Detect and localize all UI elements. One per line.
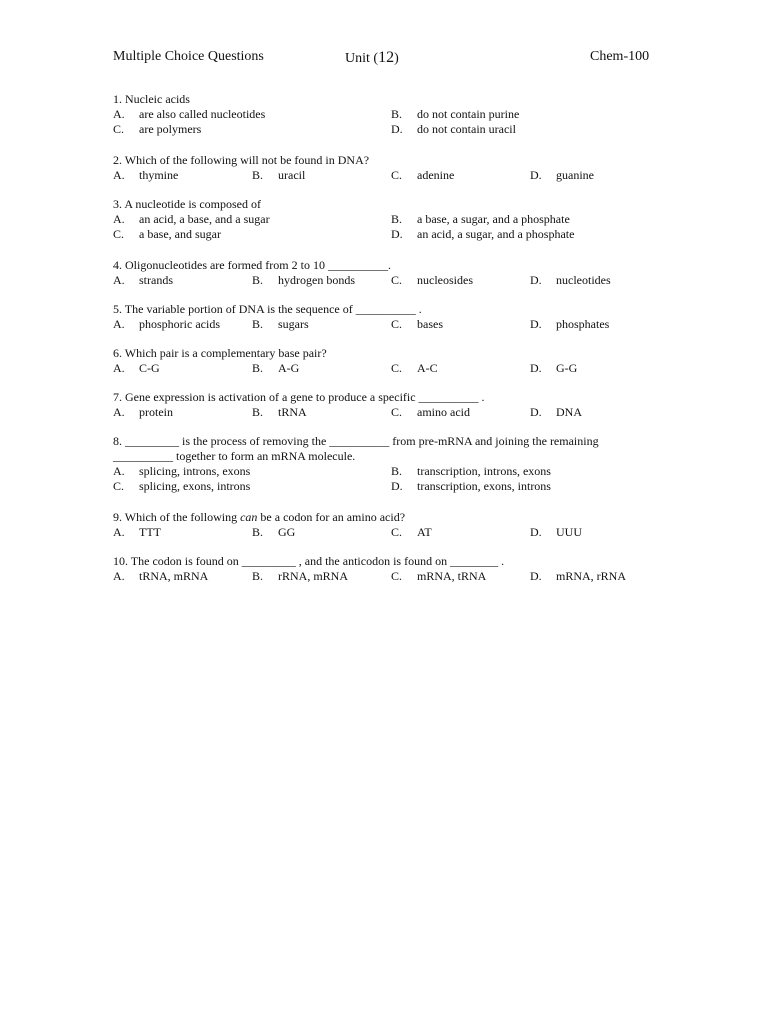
- option-text: amino acid: [417, 405, 470, 419]
- option-text: splicing, exons, introns: [139, 479, 251, 493]
- option-letter: A.: [113, 317, 125, 331]
- option-letter: C.: [391, 361, 403, 375]
- option-letter: C.: [391, 405, 403, 419]
- option-letter: A.: [113, 464, 125, 478]
- option-d[interactable]: [530, 405, 582, 420]
- option-letter: D.: [530, 168, 542, 182]
- option-b[interactable]: [252, 569, 348, 584]
- question-stem: 4. Oligonucleotides are formed from 2 to 10 __________.: [113, 258, 391, 272]
- option-text: rRNA, mRNA: [278, 569, 349, 583]
- question-stem-continued: __________ together to form an mRNA molecule.: [113, 449, 356, 463]
- option-letter: C.: [391, 273, 403, 287]
- option-a[interactable]: [113, 361, 160, 376]
- option-b[interactable]: [391, 212, 570, 227]
- unit-number: 12: [378, 49, 395, 66]
- option-letter: D.: [530, 405, 542, 419]
- option-letter: B.: [252, 168, 264, 182]
- option-text: phosphates: [556, 317, 610, 331]
- option-a[interactable]: [113, 273, 173, 288]
- option-text: are polymers: [139, 122, 202, 136]
- option-b[interactable]: [252, 361, 299, 376]
- option-text: tRNA, mRNA: [139, 569, 209, 583]
- option-letter: A.: [113, 168, 125, 182]
- option-a[interactable]: [113, 317, 220, 332]
- option-letter: C.: [113, 479, 125, 493]
- option-text: transcription, introns, exons: [417, 464, 551, 478]
- option-letter: B.: [391, 107, 403, 121]
- option-text: an acid, a sugar, and a phosphate: [417, 227, 575, 241]
- option-text: nucleosides: [417, 273, 473, 287]
- option-text: A-G: [278, 361, 300, 375]
- question-stem: 5. The variable portion of DNA is the sequence of __________ .: [113, 302, 422, 316]
- option-c[interactable]: [391, 569, 486, 584]
- option-c[interactable]: [391, 273, 473, 288]
- option-letter: A.: [113, 405, 125, 419]
- option-text: do not contain purine: [417, 107, 520, 121]
- option-letter: B.: [252, 317, 264, 331]
- option-c[interactable]: [113, 227, 221, 242]
- option-letter: A.: [113, 212, 125, 226]
- question-list: [113, 92, 673, 598]
- option-letter: D.: [530, 525, 542, 539]
- option-d[interactable]: [530, 569, 626, 584]
- options-row: [113, 361, 673, 376]
- question-4: [113, 258, 673, 288]
- option-text: phosphoric acids: [139, 317, 220, 331]
- option-letter: B.: [391, 464, 403, 478]
- option-c[interactable]: [391, 405, 470, 420]
- question-stem: 1. Nucleic acids: [113, 92, 190, 106]
- question-stem: 6. Which pair is a complementary base pair?: [113, 346, 327, 360]
- option-letter: B.: [252, 405, 264, 419]
- option-text: A-C: [417, 361, 438, 375]
- options-row: [113, 317, 673, 332]
- option-letter: D.: [530, 317, 542, 331]
- option-b[interactable]: [252, 273, 355, 288]
- page-header: [0, 49, 768, 69]
- option-c[interactable]: [391, 361, 438, 376]
- option-letter: B.: [252, 525, 264, 539]
- option-c[interactable]: [113, 479, 250, 494]
- option-text: mRNA, rRNA: [556, 569, 627, 583]
- option-a[interactable]: [113, 464, 250, 479]
- question-9: [113, 510, 673, 540]
- option-letter: A.: [113, 569, 125, 583]
- option-b[interactable]: [252, 317, 309, 332]
- option-a[interactable]: [113, 405, 173, 420]
- option-text: hydrogen bonds: [278, 273, 355, 287]
- options-row: [113, 525, 673, 540]
- options-row: [113, 212, 673, 227]
- options-row: [113, 168, 673, 183]
- question-stem: [113, 510, 673, 525]
- option-c[interactable]: [391, 317, 443, 332]
- option-text: guanine: [556, 168, 594, 182]
- option-b[interactable]: [252, 525, 295, 540]
- option-d[interactable]: [391, 227, 574, 242]
- option-d[interactable]: [391, 479, 551, 494]
- question-3: [113, 197, 673, 242]
- question-5: [113, 302, 673, 332]
- option-text: splicing, introns, exons: [139, 464, 251, 478]
- option-c[interactable]: [391, 168, 454, 183]
- option-text: transcription, exons, introns: [417, 479, 551, 493]
- question-7: [113, 390, 673, 420]
- option-text: GG: [278, 525, 296, 539]
- option-text: tRNA: [278, 405, 307, 419]
- stem-text: be a codon for an amino acid?: [257, 510, 406, 524]
- option-letter: A.: [113, 107, 125, 121]
- option-d[interactable]: [530, 317, 609, 332]
- option-letter: D.: [530, 569, 542, 583]
- option-letter: A.: [113, 273, 125, 287]
- options-row: [113, 405, 673, 420]
- option-letter: C.: [113, 227, 125, 241]
- option-d[interactable]: [530, 361, 577, 376]
- option-letter: D.: [391, 227, 403, 241]
- option-c[interactable]: [391, 525, 432, 540]
- option-a[interactable]: [113, 212, 270, 227]
- option-text: DNA: [556, 405, 582, 419]
- option-a[interactable]: [113, 569, 208, 584]
- option-text: bases: [417, 317, 443, 331]
- option-text: strands: [139, 273, 173, 287]
- option-letter: D.: [391, 122, 403, 136]
- option-letter: A.: [113, 525, 125, 539]
- question-stem: 2. Which of the following will not be found in DNA?: [113, 153, 370, 167]
- option-text: an acid, a base, and a sugar: [139, 212, 270, 226]
- option-b[interactable]: [391, 464, 551, 479]
- option-letter: C.: [391, 317, 403, 331]
- option-letter: B.: [252, 569, 264, 583]
- option-text: a base, a sugar, and a phosphate: [417, 212, 570, 226]
- question-6: [113, 346, 673, 376]
- option-letter: C.: [391, 168, 403, 182]
- option-text: uracil: [278, 168, 306, 182]
- option-text: sugars: [278, 317, 309, 331]
- question-stem: 8. _________ is the process of removing the __________ from pre-mRNA and joining the remaining: [113, 434, 599, 448]
- option-letter: A.: [113, 361, 125, 375]
- option-a[interactable]: [113, 107, 265, 122]
- option-letter: B.: [252, 361, 264, 375]
- question-stem: 7. Gene expression is activation of a gene to produce a specific __________ .: [113, 390, 485, 404]
- option-text: C-G: [139, 361, 160, 375]
- option-letter: C.: [113, 122, 125, 136]
- option-text: UUU: [556, 525, 582, 539]
- question-2: [113, 153, 673, 183]
- option-text: nucleotides: [556, 273, 611, 287]
- question-stem: 3. A nucleotide is composed of: [113, 197, 261, 211]
- options-row: [113, 273, 673, 288]
- options-row: [113, 479, 673, 494]
- option-text: AT: [417, 525, 432, 539]
- option-letter: B.: [252, 273, 264, 287]
- option-text: thymine: [139, 168, 179, 182]
- option-letter: D.: [391, 479, 403, 493]
- question-10: [113, 554, 673, 584]
- question-8: [113, 434, 673, 494]
- options-row: [113, 464, 673, 479]
- course-code: Chem-100: [590, 49, 650, 64]
- option-c[interactable]: [113, 122, 201, 137]
- option-letter: C.: [391, 569, 403, 583]
- option-text: do not contain uracil: [417, 122, 516, 136]
- option-text: are also called nucleotides: [139, 107, 266, 121]
- option-text: adenine: [417, 168, 455, 182]
- option-d[interactable]: [530, 525, 582, 540]
- options-row: [113, 122, 673, 137]
- option-d[interactable]: [391, 122, 516, 137]
- option-b[interactable]: [252, 168, 305, 183]
- option-text: protein: [139, 405, 173, 419]
- question-stem: 10. The codon is found on _________ , and the anticodon is found on ________ .: [113, 554, 505, 568]
- option-text: G-G: [556, 361, 578, 375]
- stem-emphasis: can: [240, 510, 258, 524]
- option-a[interactable]: [113, 525, 161, 540]
- unit-label: Unit (: [345, 51, 379, 66]
- option-b[interactable]: [391, 107, 519, 122]
- option-d[interactable]: [530, 273, 611, 288]
- options-row: [113, 227, 673, 242]
- document-title: Multiple Choice Questions: [113, 49, 264, 64]
- options-row: [113, 107, 673, 122]
- question-1: [113, 92, 673, 137]
- option-b[interactable]: [252, 405, 307, 420]
- option-a[interactable]: [113, 168, 178, 183]
- option-d[interactable]: [530, 168, 594, 183]
- unit-heading: [345, 49, 399, 67]
- option-letter: D.: [530, 273, 542, 287]
- option-letter: C.: [391, 525, 403, 539]
- options-row: [113, 569, 673, 584]
- option-text: a base, and sugar: [139, 227, 221, 241]
- option-text: TTT: [139, 525, 161, 539]
- unit-close: ): [394, 51, 399, 66]
- option-text: mRNA, tRNA: [417, 569, 487, 583]
- option-letter: D.: [530, 361, 542, 375]
- stem-text: 9. Which of the following: [113, 510, 241, 524]
- option-letter: B.: [391, 212, 403, 226]
